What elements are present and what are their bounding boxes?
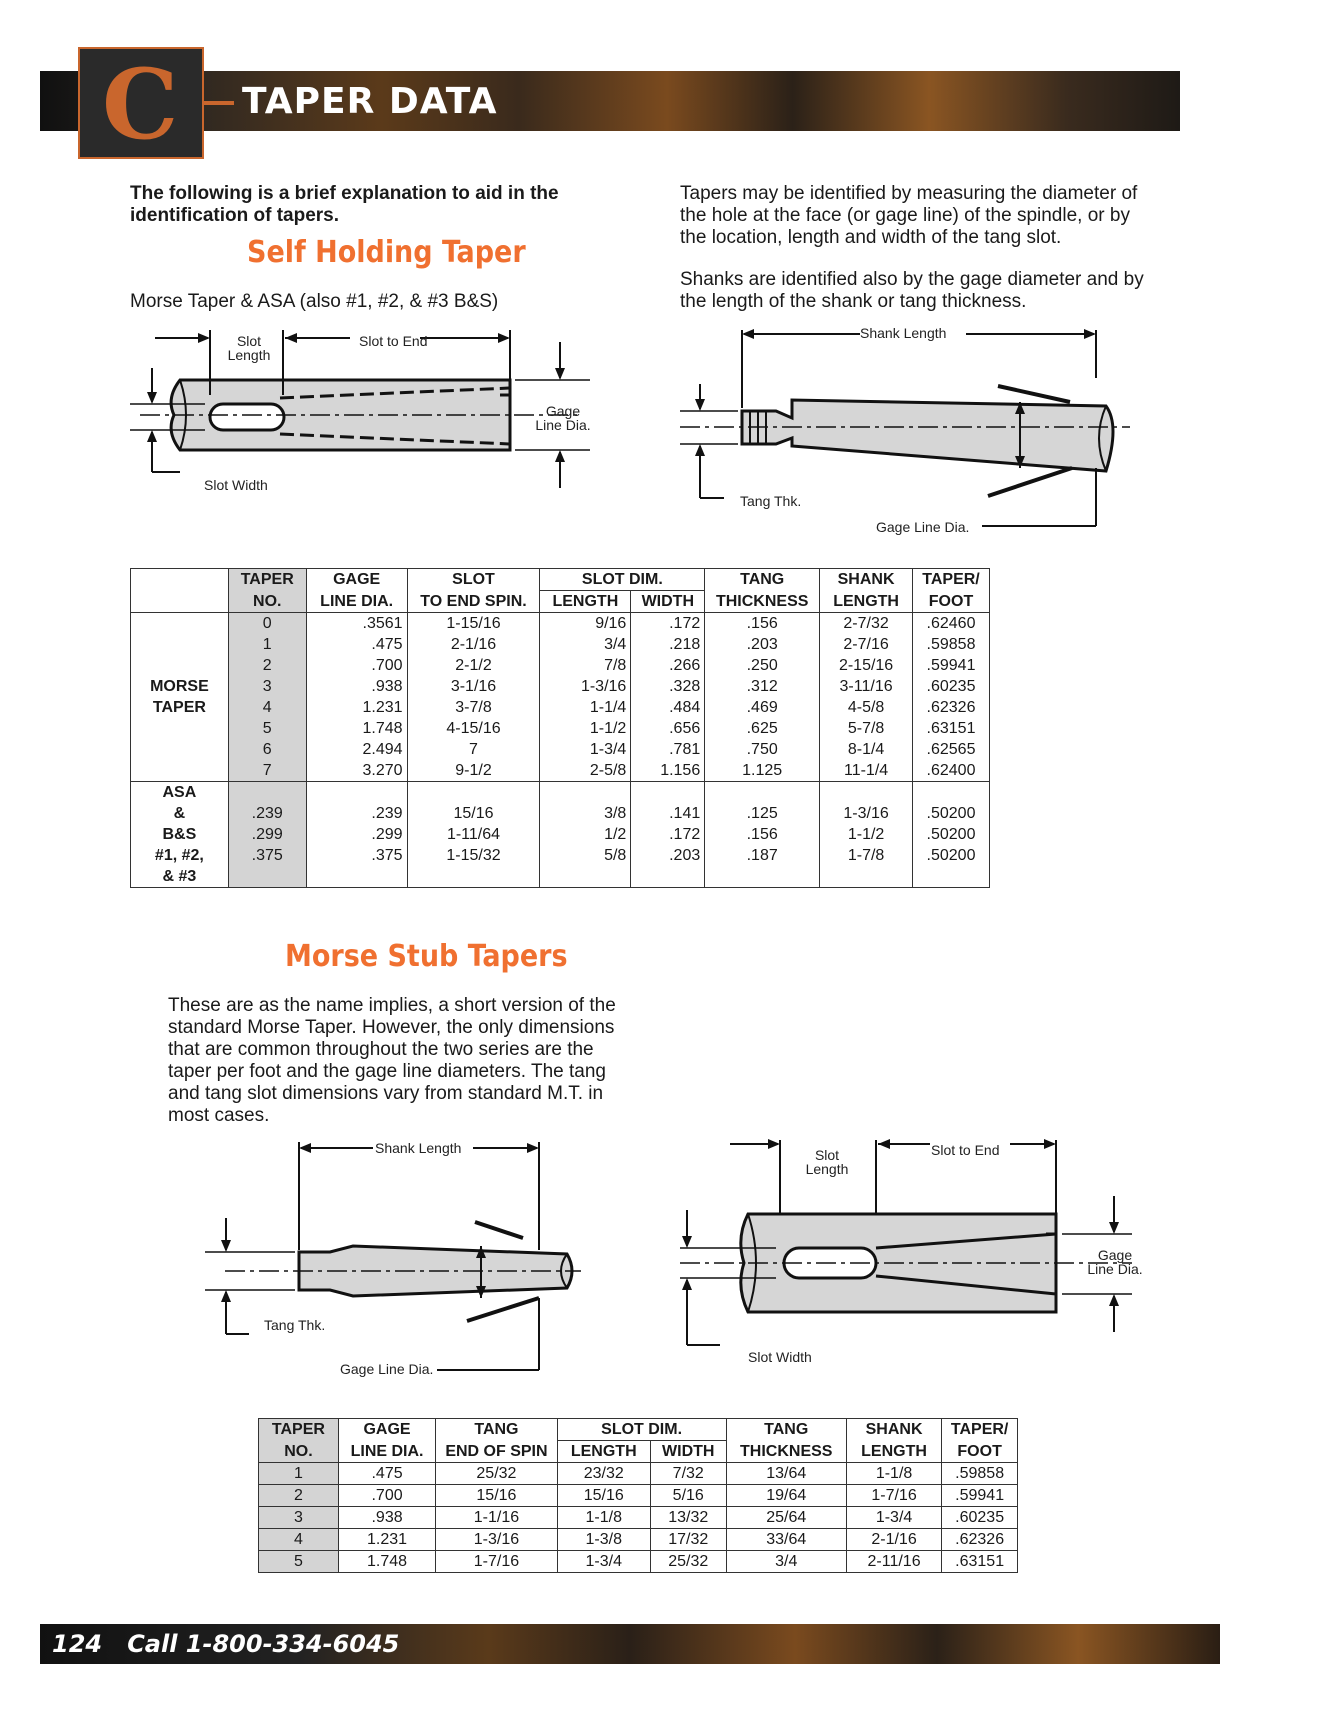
table-cell: 2-1/16 — [407, 634, 540, 655]
table-cell: 9-1/2 — [407, 760, 540, 782]
table-row — [131, 613, 990, 635]
page-number: 124 — [52, 1630, 103, 1658]
table-cell: .475 — [306, 634, 407, 655]
table-cell — [820, 782, 913, 804]
table-row — [259, 1529, 1018, 1551]
table-cell: 13/32 — [650, 1507, 726, 1529]
table-cell — [631, 866, 705, 888]
table-cell: 15/16 — [407, 803, 540, 824]
d3-tang-thk-label: Tang Thk. — [264, 1317, 326, 1333]
table-cell: 1-1/2 — [540, 718, 631, 739]
logo-dash — [204, 101, 234, 105]
table-cell: 23/32 — [557, 1463, 650, 1485]
table-cell: 25/32 — [650, 1551, 726, 1573]
table-cell — [631, 782, 705, 804]
table-cell: 1/2 — [540, 824, 631, 845]
table-cell: 1-15/32 — [407, 845, 540, 866]
table-cell: 3/4 — [726, 1551, 846, 1573]
table-cell: 3.270 — [306, 760, 407, 782]
table-cell: 17/32 — [650, 1529, 726, 1551]
th-tang: TANG — [705, 569, 820, 591]
table-cell: 3/8 — [540, 803, 631, 824]
table-cell: 7/32 — [650, 1463, 726, 1485]
table-cell: 1-1/8 — [557, 1507, 650, 1529]
table-cell: 2-7/16 — [820, 634, 913, 655]
table-cell: .469 — [705, 697, 820, 718]
morse-taper-label: MORSE TAPER — [131, 613, 229, 782]
table-cell: 25/32 — [436, 1463, 557, 1485]
table-cell: .938 — [338, 1507, 435, 1529]
table-cell: 15/16 — [557, 1485, 650, 1507]
table-cell — [913, 782, 990, 804]
table-row — [259, 1507, 1018, 1529]
table-cell — [407, 866, 540, 888]
table-cell: .59858 — [913, 634, 990, 655]
table-cell: 5/16 — [650, 1485, 726, 1507]
table-cell: 2-1/16 — [846, 1529, 941, 1551]
table-cell — [306, 782, 407, 804]
table-cell: .218 — [631, 634, 705, 655]
table-cell: 1.748 — [306, 718, 407, 739]
table-cell: 1-1/2 — [820, 824, 913, 845]
table-cell: .187 — [705, 845, 820, 866]
d1-slot-length-label: Slot Length — [227, 333, 271, 363]
table-cell: .203 — [705, 634, 820, 655]
table-cell: 2-15/16 — [820, 655, 913, 676]
table-cell: 1-7/16 — [436, 1551, 557, 1573]
logo-letter: C — [102, 48, 179, 161]
intro-right-2: Shanks are identified also by the gage diameter and by the length of the shank or tang thickness. — [680, 269, 1144, 312]
table-cell: 1.231 — [338, 1529, 435, 1551]
d2-tang-thk-label: Tang Thk. — [740, 493, 802, 509]
table-row — [131, 760, 990, 782]
table-cell: 4 — [228, 697, 306, 718]
table-cell: .700 — [306, 655, 407, 676]
d4-gage-line-label: Gage Line Dia. — [1087, 1247, 1143, 1277]
table-cell: 1-15/16 — [407, 613, 540, 635]
d1-slot-width-label: Slot Width — [204, 477, 268, 493]
table-cell: 5-7/8 — [820, 718, 913, 739]
table-cell: 1-3/16 — [540, 676, 631, 697]
table-cell: .59941 — [942, 1485, 1018, 1507]
company-logo — [78, 47, 204, 159]
table-cell: .750 — [705, 739, 820, 760]
table-cell: .266 — [631, 655, 705, 676]
asa-bs-label: ASA & B&S #1, #2, & #3 — [131, 782, 229, 888]
table-cell: 1 — [228, 634, 306, 655]
table-cell: .63151 — [942, 1551, 1018, 1573]
table-cell: 13/64 — [726, 1463, 846, 1485]
table-cell: 11-1/4 — [820, 760, 913, 782]
d1-slot-to-end-label: Slot to End — [359, 333, 428, 349]
table-cell: .484 — [631, 697, 705, 718]
table-cell: .299 — [228, 824, 306, 845]
table-cell: 19/64 — [726, 1485, 846, 1507]
table-row — [131, 739, 990, 760]
table-cell: .3561 — [306, 613, 407, 635]
table-cell: 4-15/16 — [407, 718, 540, 739]
table-cell: 1.125 — [705, 760, 820, 782]
intro-left: The following is a brief explanation to aid in the identification of tapers. — [130, 183, 559, 226]
table-cell: 7 — [228, 760, 306, 782]
th-slot-dim: SLOT DIM. — [540, 569, 705, 591]
table-row — [131, 634, 990, 655]
table-cell: .59858 — [942, 1463, 1018, 1485]
table-cell: 1-3/4 — [846, 1507, 941, 1529]
table-cell: 7/8 — [540, 655, 631, 676]
table-cell: .50200 — [913, 803, 990, 824]
table-cell: 5/8 — [540, 845, 631, 866]
table-cell: 1-7/16 — [846, 1485, 941, 1507]
th-gage: GAGE — [306, 569, 407, 591]
table-cell: .62326 — [942, 1529, 1018, 1551]
table-cell: 2-5/8 — [540, 760, 631, 782]
table-cell — [705, 866, 820, 888]
table-cell: .239 — [228, 803, 306, 824]
table-cell: .156 — [705, 613, 820, 635]
table-cell: 3/4 — [540, 634, 631, 655]
table-cell — [540, 782, 631, 804]
table-cell: 7 — [407, 739, 540, 760]
d4-slot-width-label: Slot Width — [748, 1349, 812, 1365]
table-row — [259, 1551, 1018, 1573]
table-cell: 0 — [228, 613, 306, 635]
table-cell — [705, 782, 820, 804]
th-taper-foot: TAPER/ — [913, 569, 990, 591]
stub-description: These are as the name implies, a short version of the standard Morse Taper. However, the only dimensions that are common throughout the two series are the taper per foot and the gage line diameters. The tang and tang slot dimensions vary from standard M.T. in most cases. — [168, 995, 616, 1126]
table-row — [259, 1485, 1018, 1507]
table-cell: 25/64 — [726, 1507, 846, 1529]
table-cell: 1-7/8 — [820, 845, 913, 866]
footer-text — [52, 1628, 399, 1660]
table-cell: 1.748 — [338, 1551, 435, 1573]
table-cell: .312 — [705, 676, 820, 697]
table-row — [131, 803, 990, 824]
table-row — [131, 782, 990, 804]
table-cell: 1-3/8 — [557, 1529, 650, 1551]
table-cell — [913, 866, 990, 888]
table-cell: 15/16 — [436, 1485, 557, 1507]
d2-gage-line-label: Gage Line Dia. — [876, 519, 970, 535]
table-cell: .50200 — [913, 824, 990, 845]
table-cell: 33/64 — [726, 1529, 846, 1551]
table-row — [131, 676, 990, 697]
table-cell: 4 — [259, 1529, 339, 1551]
table-cell — [306, 866, 407, 888]
table-cell: 2.494 — [306, 739, 407, 760]
table-cell: 3 — [259, 1507, 339, 1529]
table-cell: 1-11/64 — [407, 824, 540, 845]
table-cell: .625 — [705, 718, 820, 739]
table-row — [131, 845, 990, 866]
table-row — [131, 718, 990, 739]
table-cell: 6 — [228, 739, 306, 760]
th-shank: SHANK — [820, 569, 913, 591]
th-taper-no: TAPER — [228, 569, 306, 591]
table-cell: 2-11/16 — [846, 1551, 941, 1573]
table-cell: 1-3/16 — [820, 803, 913, 824]
table-cell: 1.156 — [631, 760, 705, 782]
table-cell — [407, 782, 540, 804]
table-cell: .938 — [306, 676, 407, 697]
table-cell: .60235 — [942, 1507, 1018, 1529]
d2-shank-length-label: Shank Length — [860, 325, 947, 341]
table-cell: 3-7/8 — [407, 697, 540, 718]
self-holding-heading: Self Holding Taper — [247, 235, 526, 270]
d1-gage-line-label: Gage Line Dia. — [535, 403, 591, 433]
table-cell: .172 — [631, 613, 705, 635]
table-cell: 1-3/16 — [436, 1529, 557, 1551]
table-cell: 8-1/4 — [820, 739, 913, 760]
table-cell: 9/16 — [540, 613, 631, 635]
table-cell: .156 — [705, 824, 820, 845]
table-cell: .63151 — [913, 718, 990, 739]
table-cell: 3 — [228, 676, 306, 697]
table-cell: .656 — [631, 718, 705, 739]
table-cell: .59941 — [913, 655, 990, 676]
table-cell: 3-11/16 — [820, 676, 913, 697]
table-cell: .62326 — [913, 697, 990, 718]
table-cell: .172 — [631, 824, 705, 845]
table-cell: .250 — [705, 655, 820, 676]
table-cell: .60235 — [913, 676, 990, 697]
table-cell: .475 — [338, 1463, 435, 1485]
table-cell: .375 — [306, 845, 407, 866]
table-cell: 2 — [259, 1485, 339, 1507]
self-holding-taper-table: TAPER GAGE SLOT SLOT DIM. TANG SHANK TAPER/ NO. LINE DIA. TO END SPIN. LENGTH WIDTH THICKNESS LENGTH FOOT MORSE TAPER 0 .3561 1-15/16 9/16 .172 .156 2-7/32 .62460 1 .475 2-1/16 3/4 .218 .203 2-7/16 .59858 2 .700 2-1/2 7/8 .266 .250 2-15/16 .59941 3 .938 3-1/16 1-3/16 .328 .312 3-11/16 .60235 4 1.231 3-7/8 1-1/4 .484 .469 4-5/8 .62326 5 1.748 4-15/16 1-1/2 .656 .625 5-7/8 .63151 6 2.494 7 1-3/4 .781 .750 8-1/4 .62565 7 3.270 9-1/2 2-5/8 1.156 1.125 11-1/4 .62400 ASA & B&S #1, #2, & #3 .239 .239 15/16 3/8 .141 .125 1-3/16 .50200 .299 .299 1-11/64 1/2 .172 .156 1-1/2 .50200 .375 .375 1-15/32 5/8 .203 .187 1-7/8 .50200 — [130, 568, 990, 888]
table-cell: .375 — [228, 845, 306, 866]
table-cell — [820, 866, 913, 888]
table-cell: .50200 — [913, 845, 990, 866]
table-cell: .125 — [705, 803, 820, 824]
table-cell: 5 — [259, 1551, 339, 1573]
page-title: TAPER DATA — [242, 81, 498, 122]
table-cell: 2-1/2 — [407, 655, 540, 676]
table-cell: .62460 — [913, 613, 990, 635]
d4-slot-length-label: Slot Length — [805, 1147, 849, 1177]
table-row — [131, 655, 990, 676]
table-cell: .141 — [631, 803, 705, 824]
d3-shank-length-label: Shank Length — [375, 1140, 462, 1156]
table-cell: 1-3/4 — [557, 1551, 650, 1573]
table-cell: .62565 — [913, 739, 990, 760]
table-cell: .239 — [306, 803, 407, 824]
table-cell — [228, 782, 306, 804]
table-cell: 4-5/8 — [820, 697, 913, 718]
table-cell: 2 — [228, 655, 306, 676]
table-cell: .328 — [631, 676, 705, 697]
table-row — [131, 866, 990, 888]
table-cell: 1-1/8 — [846, 1463, 941, 1485]
self-holding-subheading: Morse Taper & ASA (also #1, #2, & #3 B&S) — [130, 291, 499, 312]
table-cell — [228, 866, 306, 888]
d3-gage-line-label: Gage Line Dia. — [340, 1361, 434, 1377]
table-cell: .203 — [631, 845, 705, 866]
table-cell: 1-1/16 — [436, 1507, 557, 1529]
table-cell: 1.231 — [306, 697, 407, 718]
table-cell: .299 — [306, 824, 407, 845]
stub-slot-socket-diagram — [680, 1130, 1140, 1370]
table-cell: 2-7/32 — [820, 613, 913, 635]
th-slot: SLOT — [407, 569, 540, 591]
table-row — [259, 1463, 1018, 1485]
d4-slot-to-end-label: Slot to End — [931, 1142, 1000, 1158]
stub-heading: Morse Stub Tapers — [285, 939, 568, 974]
phone-number: Call 1-800-334-6045 — [127, 1630, 400, 1658]
table-cell: 1 — [259, 1463, 339, 1485]
morse-stub-taper-table: TAPER GAGE TANG SLOT DIM. TANG SHANK TAPER/ NO. LINE DIA. END OF SPIN LENGTH WIDTH THICKNESS LENGTH FOOT 1 .475 25/32 23/32 7/32 13/64 1-1/8 .59858 2 .700 15/16 15/16 5/16 19/64 1-7/16 .59941 3 .938 1-1/16 1-1/8 13/32 25/64 1-3/4 .60235 4 1.231 1-3/16 1-3/8 17/32 33/64 2-1/16 .62326 5 1.748 1-7/16 1-3/4 25/32 3/4 2-11/16 .63151 — [258, 1418, 1018, 1573]
table-cell — [540, 866, 631, 888]
table-cell: 1-3/4 — [540, 739, 631, 760]
table-cell: .62400 — [913, 760, 990, 782]
table-cell: 3-1/16 — [407, 676, 540, 697]
table-cell: .700 — [338, 1485, 435, 1507]
intro-right-1: Tapers may be identified by measuring the diameter of the hole at the face (or gage line) of the spindle, or by the location, length and width of the tang slot. — [680, 183, 1138, 248]
table-cell: 1-1/4 — [540, 697, 631, 718]
table-row — [131, 824, 990, 845]
table-cell: 5 — [228, 718, 306, 739]
table-cell: .781 — [631, 739, 705, 760]
stub-shank-diagram — [205, 1138, 595, 1378]
table-row — [131, 697, 990, 718]
